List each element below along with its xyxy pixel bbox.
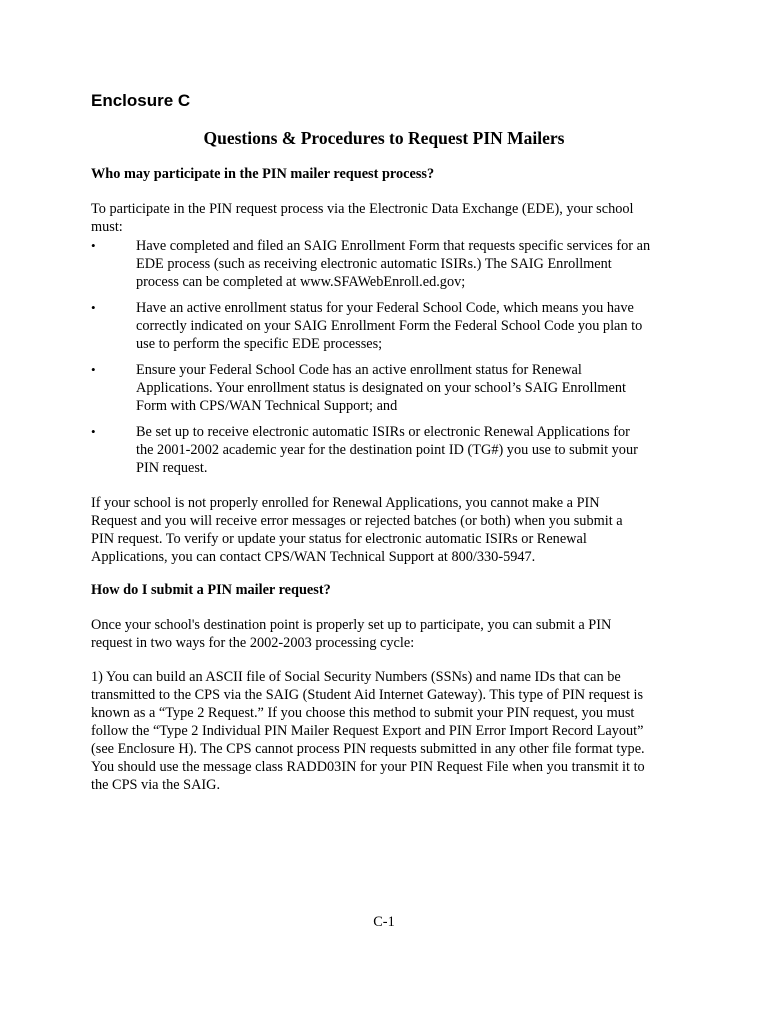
text-line: To participate in the PIN request process via the Electronic Data Exchange (EDE), your school (91, 201, 634, 217)
text-line: PIN request. To verify or update your status for electronic automatic ISIRs or Renewal (91, 531, 587, 547)
text-line: the CPS via the SAIG. (91, 777, 221, 793)
text-line: correctly indicated on your SAIG Enrollment Form the Federal School Code you plan to (136, 318, 643, 334)
text-line: Form with CPS/WAN Technical Support; and (136, 398, 398, 414)
list-item (91, 237, 691, 291)
list-item (91, 361, 691, 415)
text-line: Once your school's destination point is properly set up to participate, you can submit a PIN (91, 617, 612, 633)
text-line: transmitted to the CPS via the SAIG (Student Aid Internet Gateway). This type of PIN request is (91, 687, 644, 703)
bullet-icon: • (91, 300, 96, 315)
bullet-icon: • (91, 362, 96, 377)
text-line: Have completed and filed an SAIG Enrollment Form that requests specific services for an (136, 238, 651, 254)
page-number: C-1 (373, 914, 395, 930)
text-line: request in two ways for the 2002-2003 processing cycle: (91, 635, 415, 651)
bullet-icon: • (91, 424, 96, 439)
question-who-may-participate: Who may participate in the PIN mailer request process? (91, 166, 435, 182)
text-line: If your school is not properly enrolled for Renewal Applications, you cannot make a PIN (91, 495, 600, 511)
participation-intro (91, 200, 691, 236)
text-line: Applications. Your enrollment status is designated on your school’s SAIG Enrollment (136, 380, 627, 396)
bullet-icon: • (91, 238, 96, 253)
text-line: known as a “Type 2 Request.” If you choose this method to submit your PIN request, you must (91, 705, 635, 721)
text-line: Applications, you can contact CPS/WAN Technical Support at 800/330-5947. (91, 549, 536, 565)
text-line: the 2001-2002 academic year for the destination point ID (TG#) you use to submit your (136, 442, 638, 458)
text-line: process can be completed at www.SFAWebEnroll.ed.gov; (136, 274, 466, 290)
enclosure-label: Enclosure C (91, 91, 191, 110)
text-line: follow the “Type 2 Individual PIN Mailer Request Export and PIN Error Import Record Layout” (91, 723, 644, 739)
submission-intro (91, 616, 691, 652)
text-line: must: (91, 219, 123, 235)
text-line: Be set up to receive electronic automatic ISIRs or electronic Renewal Applications for (136, 424, 630, 440)
text-line: use to perform the specific EDE processes; (136, 336, 383, 352)
question-how-to-submit: How do I submit a PIN mailer request? (91, 582, 331, 598)
enrollment-note (91, 494, 691, 566)
page-title: Questions & Procedures to Request PIN Mailers (203, 128, 565, 148)
text-line: Have an active enrollment status for your Federal School Code, which means you have (136, 300, 634, 316)
text-line: EDE process (such as receiving electronic automatic ISIRs.) The SAIG Enrollment (136, 256, 612, 272)
method-1-paragraph (91, 668, 691, 794)
text-line: PIN request. (136, 460, 208, 476)
text-line: Request and you will receive error messages or rejected batches (or both) when you submit a (91, 513, 623, 529)
text-line: You should use the message class RADD03IN for your PIN Request File when you transmit it to (91, 759, 645, 775)
list-item (91, 423, 691, 477)
text-line: (see Enclosure H). The CPS cannot process PIN requests submitted in any other file format type. (91, 741, 645, 757)
list-item (91, 299, 691, 353)
requirements-list (91, 237, 691, 485)
text-line: Ensure your Federal School Code has an active enrollment status for Renewal (136, 362, 582, 378)
text-line: 1) You can build an ASCII file of Social Security Numbers (SSNs) and name IDs that can be (91, 669, 621, 685)
